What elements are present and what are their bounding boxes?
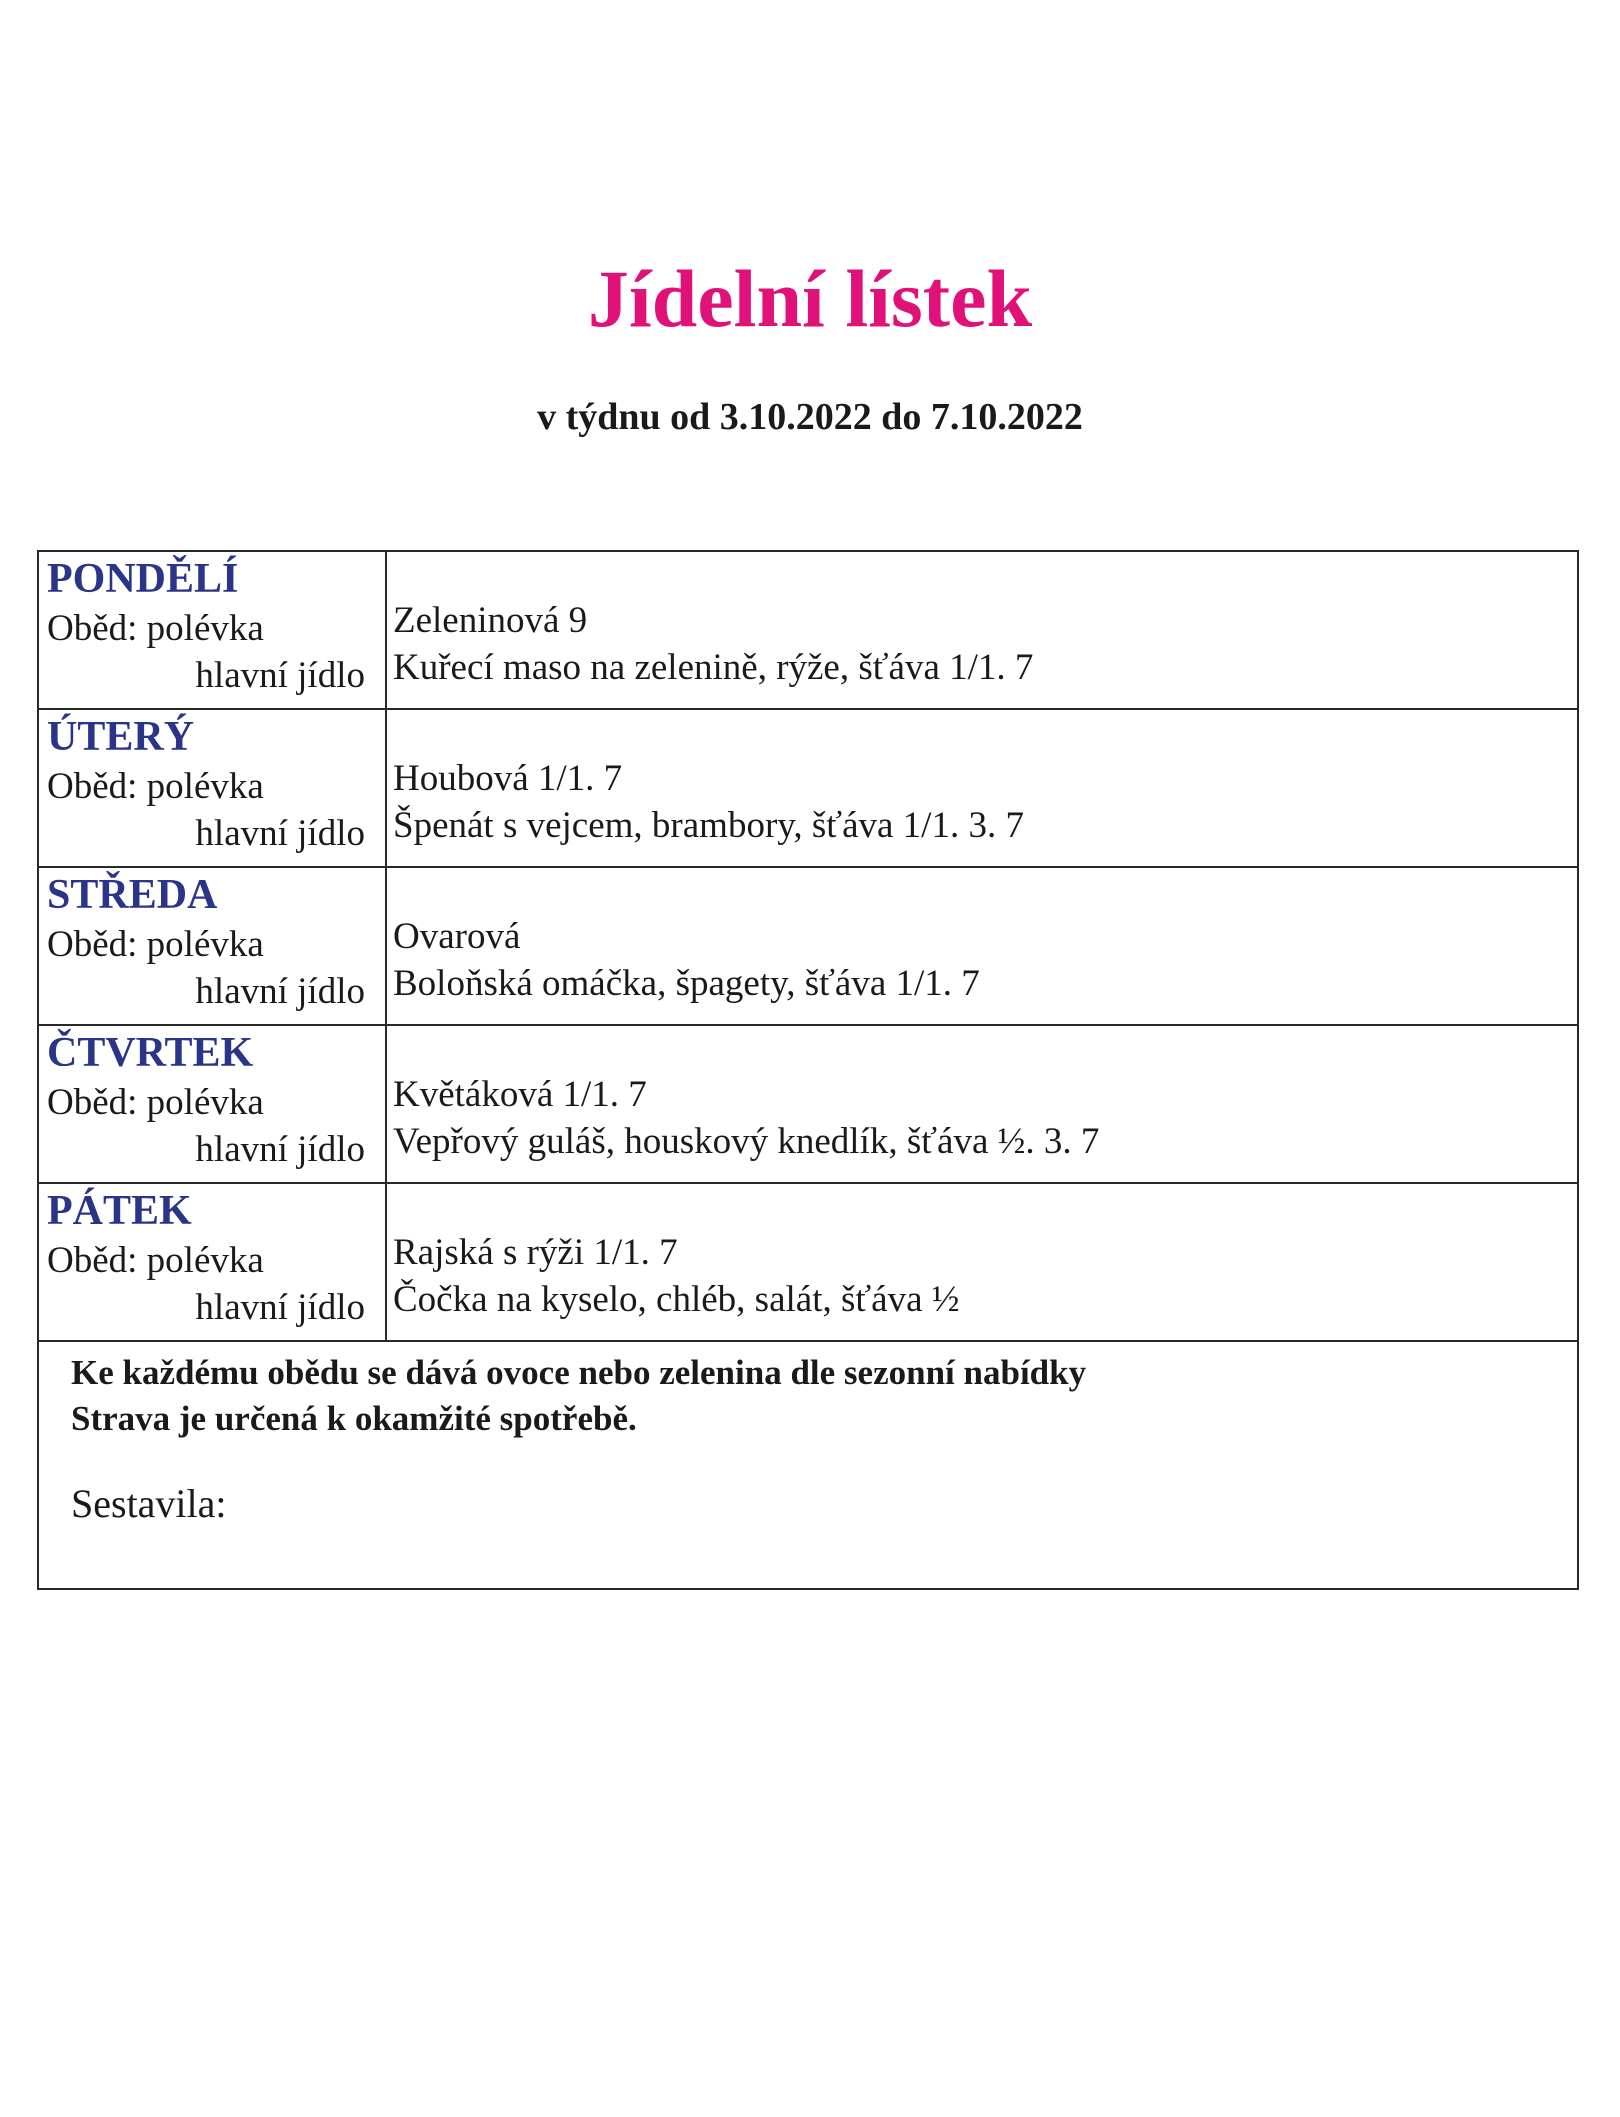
day-row-tuesday bbox=[39, 710, 1577, 868]
main-dish-label: hlavní jídlo bbox=[195, 1287, 365, 1328]
day-row-wednesday bbox=[39, 868, 1577, 1026]
menu-footer bbox=[39, 1342, 1577, 1588]
soup-label: Oběd: polévka bbox=[47, 766, 264, 807]
soup-label: Oběd: polévka bbox=[47, 1240, 264, 1281]
dish-cell bbox=[387, 1184, 1577, 1340]
day-name: PÁTEK bbox=[47, 1188, 192, 1234]
main-dish: Boloňská omáčka, špagety, šťáva 1/1. 7 bbox=[393, 963, 980, 1004]
day-label-cell bbox=[39, 1184, 387, 1340]
soup-label: Oběd: polévka bbox=[47, 924, 264, 965]
note-consumption: Strava je určená k okamžité spotřebě. bbox=[71, 1399, 637, 1438]
day-row-monday bbox=[39, 552, 1577, 710]
soup-label: Oběd: polévka bbox=[47, 608, 264, 649]
main-dish-label: hlavní jídlo bbox=[195, 813, 365, 854]
soup-dish: Ovarová bbox=[393, 916, 521, 957]
signed-by: Sestavila: bbox=[71, 1481, 227, 1526]
day-label-cell bbox=[39, 868, 387, 1024]
note-fruit: Ke každému obědu se dává ovoce nebo zelenina dle sezonní nabídky bbox=[71, 1353, 1087, 1392]
week-range: v týdnu od 3.10.2022 do 7.10.2022 bbox=[537, 396, 1083, 438]
soup-dish: Houbová 1/1. 7 bbox=[393, 758, 623, 799]
dish-cell bbox=[387, 710, 1577, 866]
main-dish-label: hlavní jídlo bbox=[195, 1129, 365, 1170]
day-name: PONDĚLÍ bbox=[47, 556, 239, 602]
page-title: Jídelní lístek bbox=[587, 253, 1033, 344]
day-label-cell bbox=[39, 710, 387, 866]
day-name: ČTVRTEK bbox=[47, 1030, 254, 1076]
soup-dish: Květáková 1/1. 7 bbox=[393, 1074, 647, 1115]
menu-table bbox=[37, 550, 1579, 1590]
main-dish: Kuřecí maso na zelenině, rýže, šťáva 1/1. 7 bbox=[393, 647, 1034, 688]
main-dish: Vepřový guláš, houskový knedlík, šťáva ½. 3. 7 bbox=[393, 1121, 1100, 1162]
dish-cell bbox=[387, 552, 1577, 708]
main-dish: Čočka na kyselo, chléb, salát, šťáva ½ bbox=[393, 1279, 960, 1320]
day-label-cell bbox=[39, 552, 387, 708]
day-label-cell bbox=[39, 1026, 387, 1182]
dish-cell bbox=[387, 868, 1577, 1024]
soup-dish: Zeleninová 9 bbox=[393, 600, 588, 641]
soup-dish: Rajská s rýži 1/1. 7 bbox=[393, 1232, 678, 1273]
day-name: STŘEDA bbox=[47, 872, 218, 918]
day-name: ÚTERÝ bbox=[47, 714, 195, 760]
main-dish-label: hlavní jídlo bbox=[195, 971, 365, 1012]
day-row-thursday bbox=[39, 1026, 1577, 1184]
main-dish: Špenát s vejcem, brambory, šťáva 1/1. 3. 7 bbox=[393, 805, 1024, 846]
day-row-friday bbox=[39, 1184, 1577, 1342]
soup-label: Oběd: polévka bbox=[47, 1082, 264, 1123]
main-dish-label: hlavní jídlo bbox=[195, 655, 365, 696]
dish-cell bbox=[387, 1026, 1577, 1182]
